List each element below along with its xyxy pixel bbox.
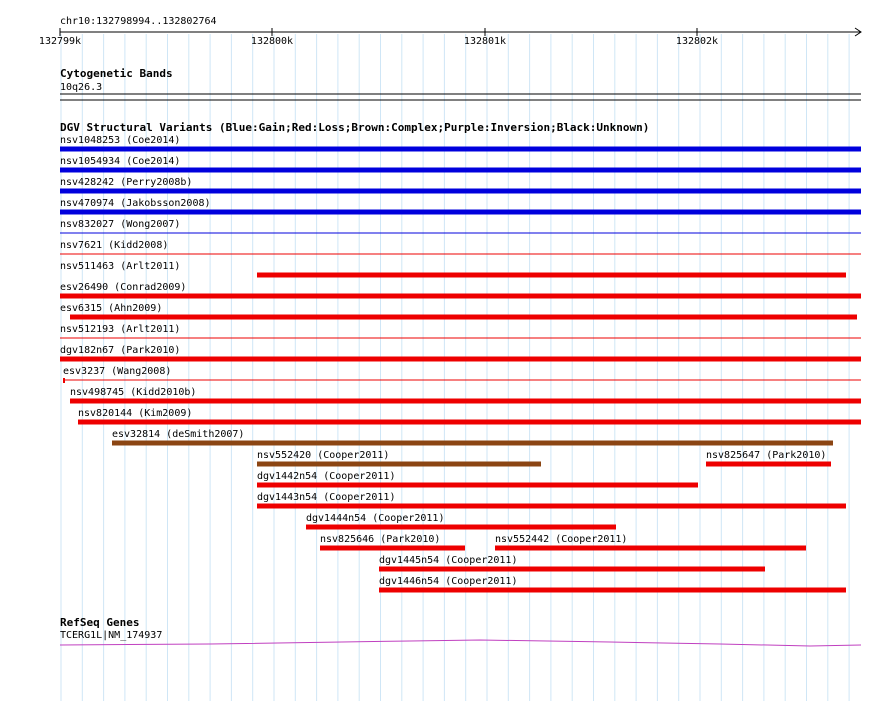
variant-bar[interactable] xyxy=(60,294,861,299)
variant-bar[interactable] xyxy=(70,315,857,320)
variant-label[interactable]: nsv1054934 (Coe2014) xyxy=(60,156,181,167)
dgv-variant[interactable] xyxy=(60,324,861,339)
cytoband-track-title: Cytogenetic Bands xyxy=(60,67,173,80)
refseq-track xyxy=(60,616,861,646)
ruler-tick-label: 132802k xyxy=(675,36,719,47)
dgv-variant[interactable] xyxy=(60,135,861,152)
variant-label[interactable]: dgv182n67 (Park2010) xyxy=(60,345,181,356)
variant-bar[interactable] xyxy=(70,399,861,404)
variant-bar[interactable] xyxy=(257,483,698,488)
variant-bar[interactable] xyxy=(60,189,861,194)
dgv-variant[interactable] xyxy=(706,450,831,467)
variant-bar[interactable] xyxy=(60,147,861,152)
variant-label[interactable]: dgv1445n54 (Cooper2011) xyxy=(379,555,518,566)
dgv-variant[interactable] xyxy=(60,282,861,299)
dgv-variant[interactable] xyxy=(60,240,861,255)
dgv-variant[interactable] xyxy=(60,156,861,173)
dgv-variants xyxy=(60,135,861,593)
dgv-variant[interactable] xyxy=(306,513,616,530)
variant-bar[interactable] xyxy=(495,546,806,551)
dgv-variant[interactable] xyxy=(257,471,698,488)
dgv-variant[interactable] xyxy=(63,366,861,383)
variant-bar[interactable] xyxy=(60,254,861,255)
variant-bar[interactable] xyxy=(706,462,831,467)
variant-bar[interactable] xyxy=(320,546,465,551)
dgv-variant[interactable] xyxy=(60,303,857,320)
variant-bar[interactable] xyxy=(306,525,616,530)
variant-label[interactable]: esv6315 (Ahn2009) xyxy=(60,303,163,314)
variant-label[interactable]: nsv511463 (Arlt2011) xyxy=(60,261,181,272)
variant-label[interactable]: dgv1442n54 (Cooper2011) xyxy=(257,471,396,482)
variant-bar[interactable] xyxy=(257,273,846,278)
variant-label[interactable]: dgv1443n54 (Cooper2011) xyxy=(257,492,396,503)
ruler-tick-label: 132801k xyxy=(463,36,507,47)
variant-label[interactable]: dgv1444n54 (Cooper2011) xyxy=(306,513,445,524)
variant-label[interactable]: nsv7621 (Kidd2008) xyxy=(60,240,169,251)
dgv-variant[interactable] xyxy=(257,492,846,509)
variant-bar[interactable] xyxy=(63,380,861,381)
variant-label[interactable]: nsv512193 (Arlt2011) xyxy=(60,324,181,335)
variant-label[interactable]: nsv470974 (Jakobsson2008) xyxy=(60,198,211,209)
variant-bar[interactable] xyxy=(60,357,861,362)
variant-marker xyxy=(63,378,65,383)
ruler xyxy=(39,16,861,47)
ruler-tick-label: 132799k xyxy=(38,36,82,47)
variant-label[interactable]: nsv1048253 (Coe2014) xyxy=(60,135,181,146)
variant-label[interactable]: nsv825646 (Park2010) xyxy=(320,534,441,545)
variant-bar[interactable] xyxy=(60,233,861,234)
ruler-tick-label: 132800k xyxy=(250,36,294,47)
dgv-variant[interactable] xyxy=(257,450,541,467)
dgv-variant[interactable] xyxy=(60,198,861,215)
variant-label[interactable]: esv26490 (Conrad2009) xyxy=(60,282,187,293)
variant-bar[interactable] xyxy=(379,588,846,593)
variant-label[interactable]: nsv825647 (Park2010) xyxy=(706,450,827,461)
variant-bar[interactable] xyxy=(60,168,861,173)
dgv-variant[interactable] xyxy=(60,345,861,362)
variant-bar[interactable] xyxy=(257,462,541,467)
variant-label[interactable]: nsv428242 (Perry2008b) xyxy=(60,177,193,188)
variant-label[interactable]: nsv832027 (Wong2007) xyxy=(60,219,181,230)
dgv-track-title: DGV Structural Variants (Blue:Gain;Red:Loss;Brown:Complex;Purple:Inversion;Black:Unknown) xyxy=(60,121,650,134)
region-label: chr10:132798994..132802764 xyxy=(60,16,217,27)
variant-bar[interactable] xyxy=(112,441,833,446)
dgv-variant[interactable] xyxy=(60,177,861,194)
cytoband-track xyxy=(60,67,861,100)
variant-bar[interactable] xyxy=(379,567,765,572)
variant-label[interactable]: nsv552420 (Cooper2011) xyxy=(257,450,390,461)
variant-label[interactable]: esv3237 (Wang2008) xyxy=(63,366,172,377)
variant-label[interactable]: nsv820144 (Kim2009) xyxy=(78,408,193,419)
dgv-variant[interactable] xyxy=(60,261,846,278)
cytoband-label: 10q26.3 xyxy=(60,82,103,93)
refseq-track-title: RefSeq Genes xyxy=(60,616,140,629)
dgv-variant[interactable] xyxy=(495,534,806,551)
gene-label[interactable]: TCERG1L|NM_174937 xyxy=(60,630,163,641)
dgv-variant[interactable] xyxy=(320,534,465,551)
dgv-variant[interactable] xyxy=(60,219,861,234)
ruler-ticks xyxy=(39,28,718,47)
variant-label[interactable]: nsv552442 (Cooper2011) xyxy=(495,534,628,545)
variant-label[interactable]: dgv1446n54 (Cooper2011) xyxy=(379,576,518,587)
dgv-variant[interactable] xyxy=(112,429,833,446)
gene-feature[interactable] xyxy=(60,640,861,646)
variant-bar[interactable] xyxy=(78,420,861,425)
variant-label[interactable]: esv32814 (deSmith2007) xyxy=(112,429,245,440)
dgv-variant[interactable] xyxy=(78,408,861,425)
variant-label[interactable]: nsv498745 (Kidd2010b) xyxy=(70,387,197,398)
variant-bar[interactable] xyxy=(60,210,861,215)
dgv-variant[interactable] xyxy=(379,576,846,593)
dgv-track xyxy=(60,121,861,593)
variant-bar[interactable] xyxy=(60,338,861,339)
variant-bar[interactable] xyxy=(257,504,846,509)
